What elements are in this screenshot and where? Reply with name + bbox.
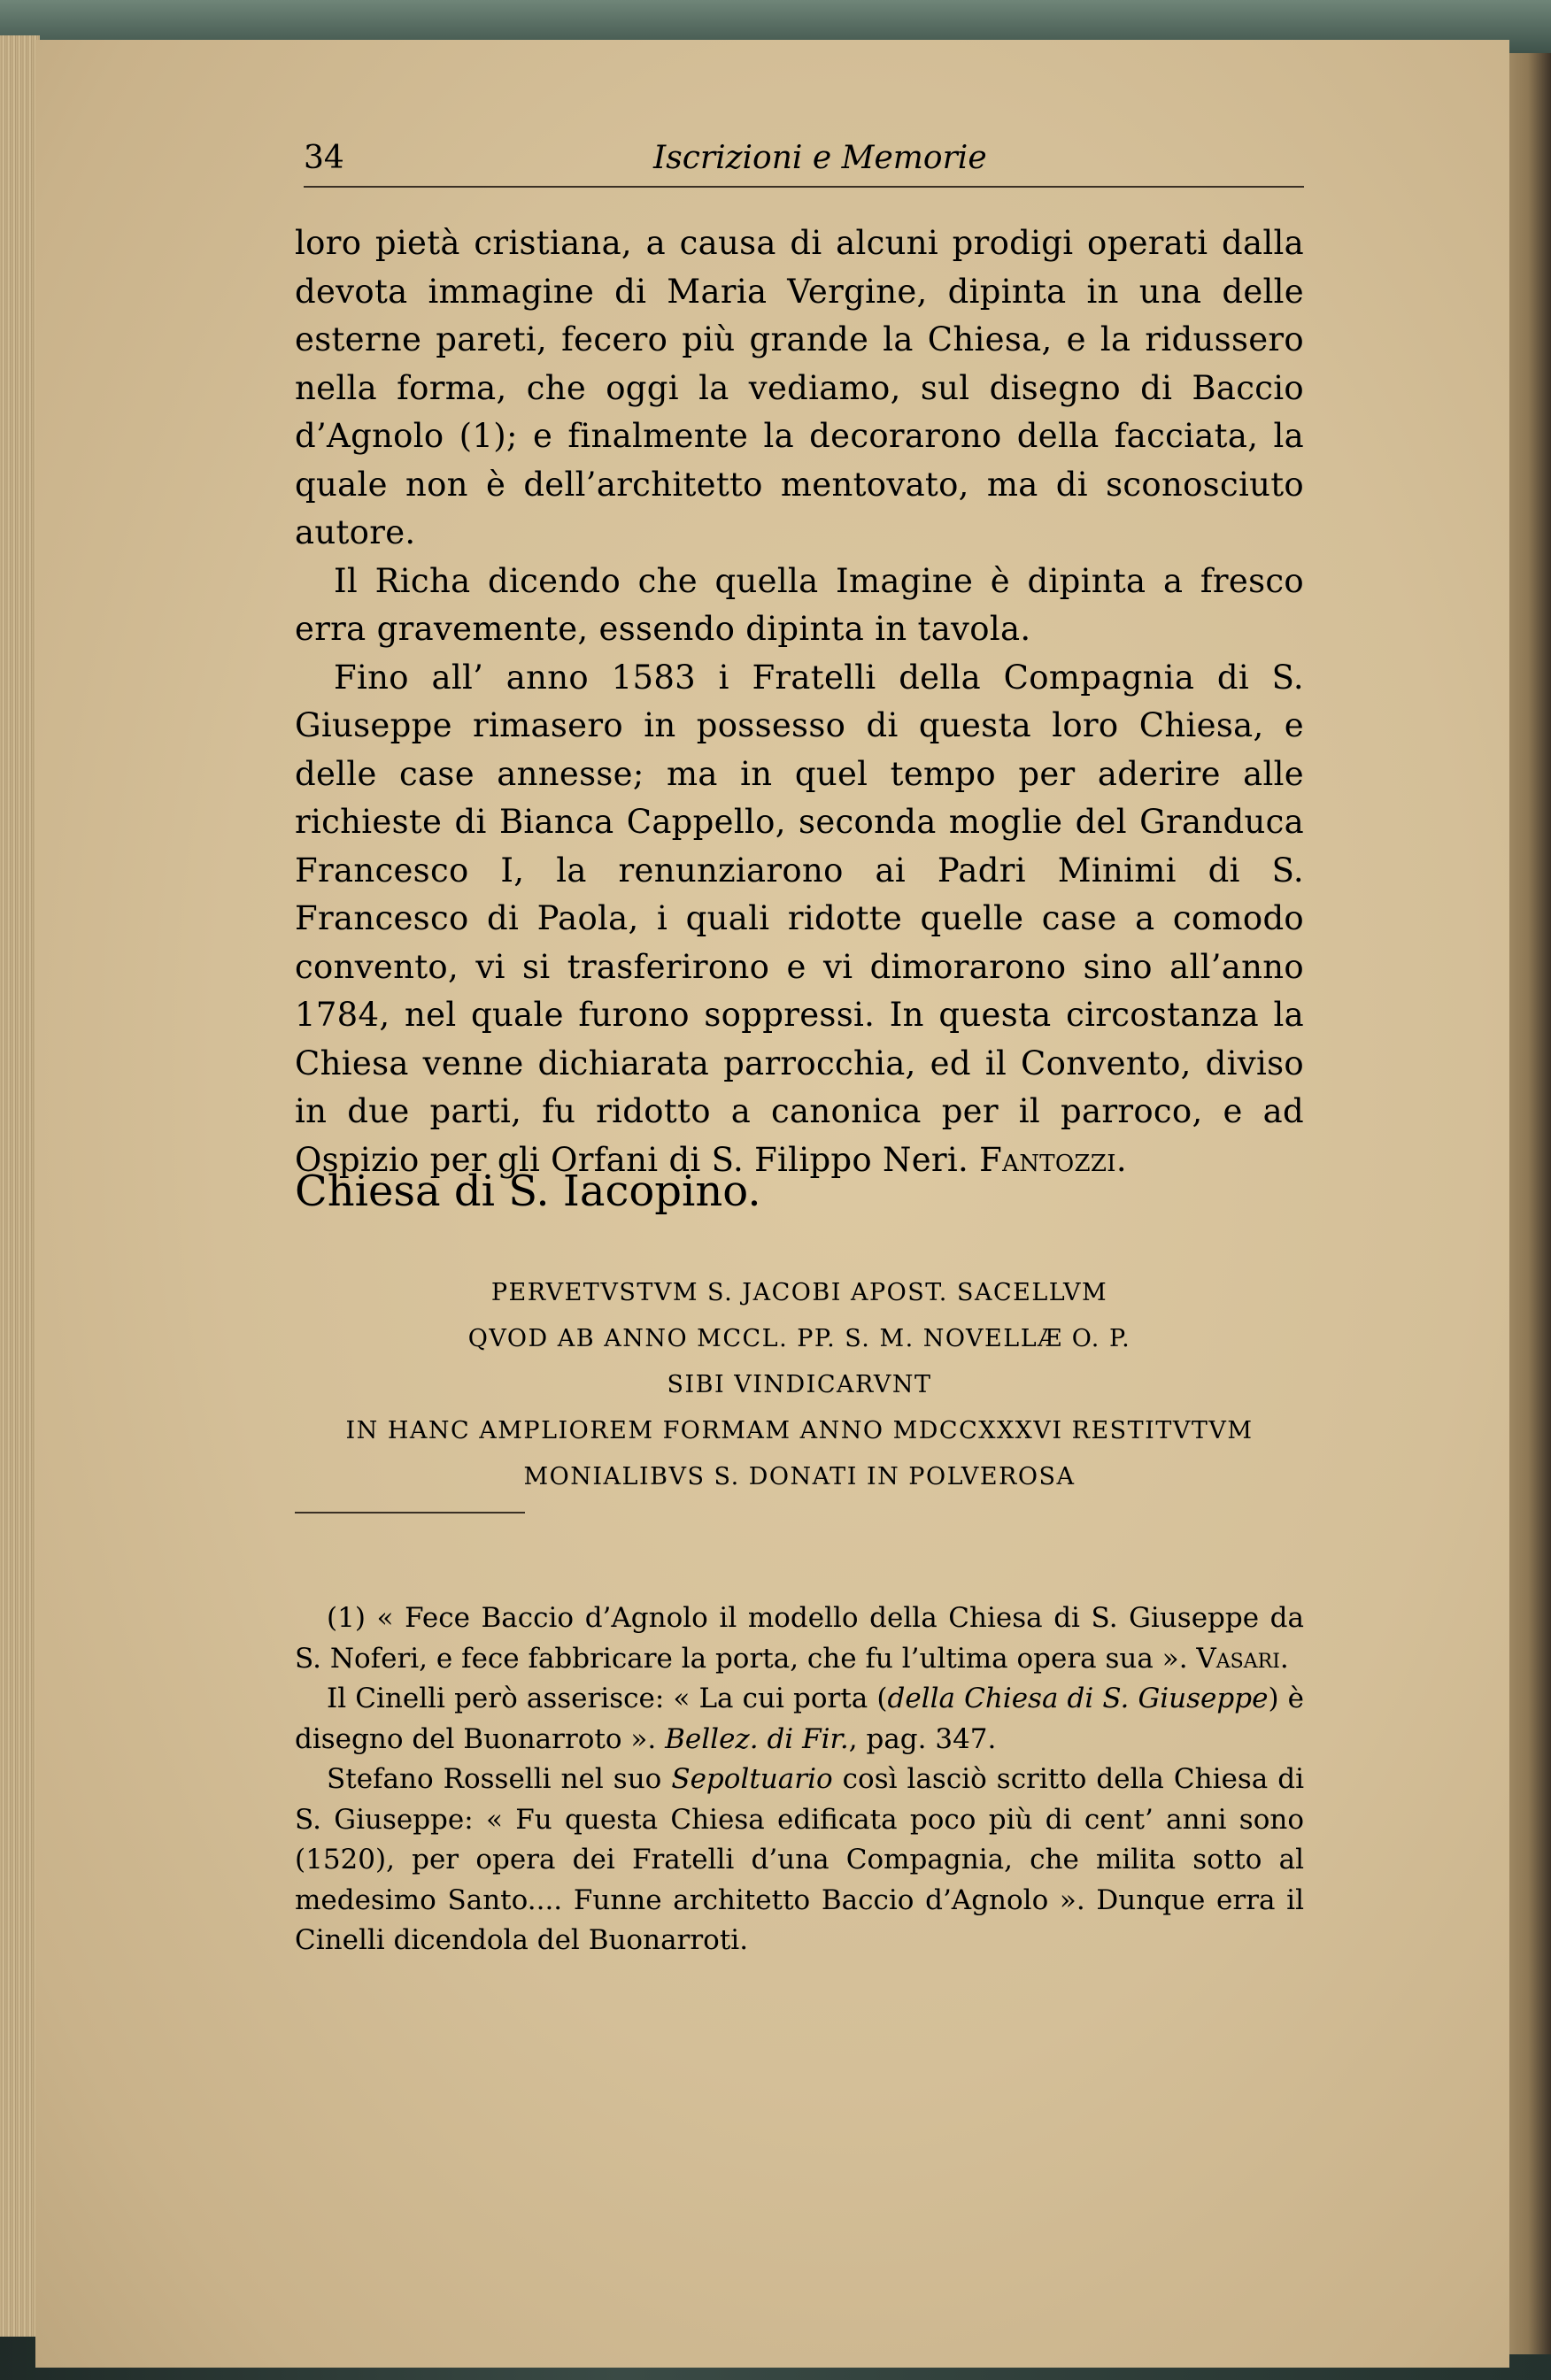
footnotes bbox=[295, 1598, 1304, 1961]
footnote-2-text-a: Il Cinelli però asserisce: « La cui porta ( bbox=[327, 1683, 888, 1714]
page-stack-edge bbox=[0, 35, 40, 2337]
paragraph-2: Il Richa dicendo che quella Imagine è dipinta a fresco erra gravemente, essendo dipinta in tavola. bbox=[295, 561, 1304, 648]
inscription-line: IN HANC AMPLIOREM FORMAM ANNO MDCCXXXVI RESTITVTVM bbox=[345, 1417, 1254, 1444]
footnote-1-author: Vasari. bbox=[1196, 1642, 1289, 1675]
footnote-rule bbox=[295, 1512, 525, 1513]
footnote-2 bbox=[295, 1679, 1304, 1760]
footnote-3-text-a: Stefano Rosselli nel suo bbox=[327, 1763, 672, 1795]
paragraph-3-author: Fantozzi. bbox=[979, 1140, 1127, 1179]
footnote-2-text-c: , pag. 347. bbox=[848, 1722, 997, 1755]
main-text bbox=[295, 220, 1304, 1184]
paragraph-1: loro pietà cristiana, a causa di alcuni prodigi operati dalla devota immagine di Maria Vergine, dipinta in una delle esterne pareti, fecero più grande la Chiesa, e la ridussero nella forma, che oggi la vediamo, sul disegno di Baccio d’Agnolo (1); e finalmente la decorarono della facciata, la quale non è dell’architetto mentovato, ma di sconosciuto autore. bbox=[295, 224, 1304, 551]
footnote-3-text-b: così lasciò scritto della Chiesa di S. Giuseppe: « Fu questa Chiesa edificata poco più di cent’ anni sono (1520), per opera dei Fratelli d’una Compagnia, che milita sotto al medesimo Santo.... Funne architetto Baccio d’Agnolo ». Dunque erra il Cinelli dicendola del Buonarroti. bbox=[295, 1763, 1304, 1956]
page-number: 34 bbox=[304, 140, 344, 176]
inscription-line: SIBI VINDICARVNT bbox=[667, 1371, 932, 1398]
page-header bbox=[304, 131, 1304, 184]
book-gutter-edge bbox=[1505, 53, 1551, 2354]
section-title: Chiesa di S. Iacopino. bbox=[295, 1167, 761, 1216]
footnote-1 bbox=[295, 1598, 1304, 1679]
footnote-1-text: (1) « Fece Baccio d’Agnolo il modello della Chiesa di S. Giuseppe da S. Noferi, e fece fabbricare la porta, che fu l’ultima opera sua ». bbox=[295, 1602, 1304, 1675]
footnote-3-italic: Sepoltuario bbox=[671, 1763, 833, 1795]
inscription-line: PERVETVSTVM S. JACOBI APOST. SACELLVM bbox=[490, 1279, 1108, 1306]
inscription-line: MONIALIBVS S. DONATI IN POLVEROSA bbox=[523, 1463, 1076, 1490]
paragraph-3 bbox=[295, 654, 1304, 1185]
footnote-2-text-b: ) è disegno del Buonarroto ». bbox=[295, 1683, 1305, 1755]
inscription bbox=[295, 1270, 1304, 1500]
paragraph-3-text: Fino all’ anno 1583 i Fratelli della Compagnia di S. Giuseppe rimasero in possesso di questa loro Chiesa, e delle case annesse; ma in quel tempo per aderire alle richieste di Bianca Cappello, seconda moglie del Granduca Francesco I, la renunziarono ai Padri Minimi di S. Francesco di Paola, i quali ridotte quelle case a comodo convento, vi si trasferirono e vi dimorarono sino all’anno 1784, nel quale furono soppressi. In questa circostanza la Chiesa venne dichiarata parrocchia, ed il Convento, diviso in due parti, fu ridotto a canonica per il parroco, e ad Ospizio per gli Orfani di S. Filippo Neri. bbox=[295, 658, 1304, 1179]
footnote-2-reference: Bellez. di Fir. bbox=[665, 1722, 849, 1755]
footnote-2-italic: della Chiesa di S. Giuseppe bbox=[887, 1683, 1269, 1714]
inscription-line: QVOD AB ANNO MCCL. PP. S. M. NOVELLÆ O. P. bbox=[467, 1325, 1131, 1352]
footnote-3 bbox=[295, 1760, 1304, 1961]
running-title: Iscrizioni e Memorie bbox=[653, 140, 987, 176]
header-rule bbox=[304, 186, 1304, 188]
